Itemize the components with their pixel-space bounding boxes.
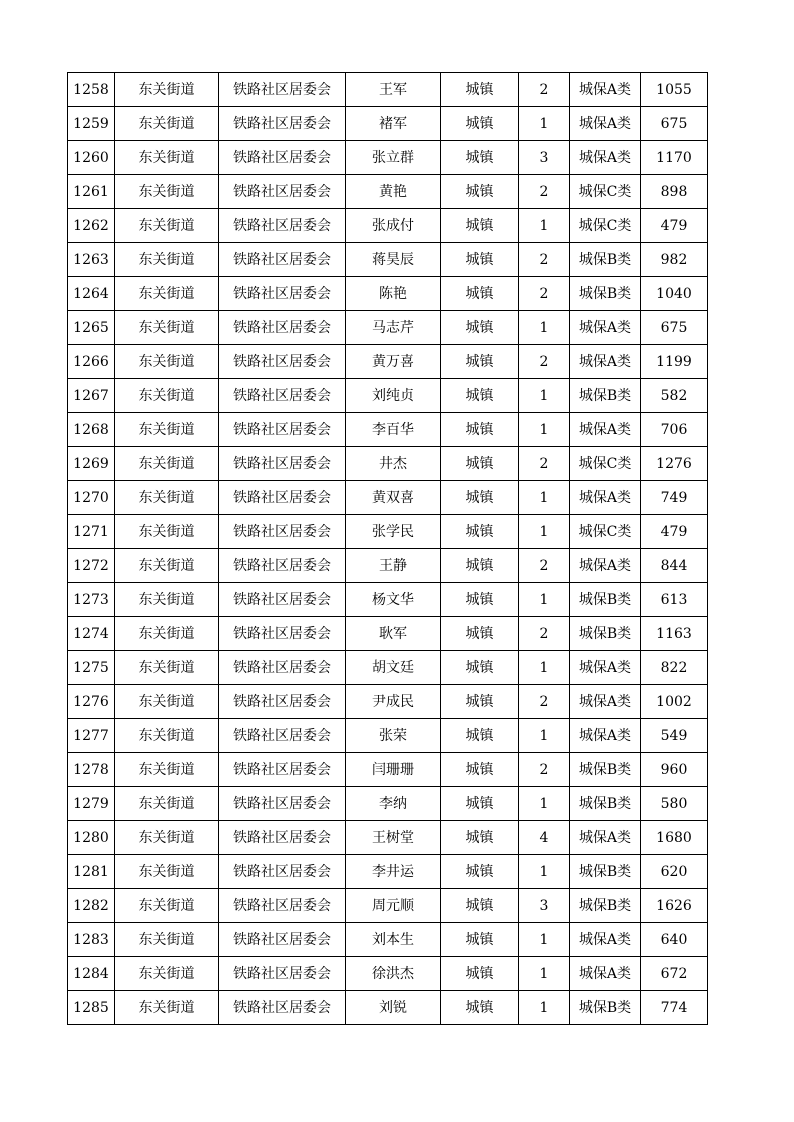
subdistrict-cell: 东关街道	[115, 685, 219, 719]
household-size-cell: 1	[519, 481, 570, 515]
area-type-cell: 城镇	[441, 617, 519, 651]
category-cell: 城保C类	[570, 175, 641, 209]
community-cell: 铁路社区居委会	[219, 991, 346, 1025]
serial-number-cell: 1273	[68, 583, 115, 617]
name-cell: 马志芹	[346, 311, 441, 345]
table-row	[68, 617, 708, 651]
community-cell: 铁路社区居委会	[219, 73, 346, 107]
category-cell: 城保B类	[570, 787, 641, 821]
community-cell: 铁路社区居委会	[219, 277, 346, 311]
area-type-cell: 城镇	[441, 481, 519, 515]
name-cell: 黄万喜	[346, 345, 441, 379]
subdistrict-cell: 东关街道	[115, 549, 219, 583]
serial-number-cell: 1265	[68, 311, 115, 345]
roster-table	[67, 72, 708, 1025]
amount-cell: 613	[641, 583, 708, 617]
community-cell: 铁路社区居委会	[219, 107, 346, 141]
household-size-cell: 2	[519, 175, 570, 209]
household-size-cell: 1	[519, 379, 570, 413]
area-type-cell: 城镇	[441, 821, 519, 855]
table-row	[68, 583, 708, 617]
category-cell: 城保C类	[570, 209, 641, 243]
area-type-cell: 城镇	[441, 787, 519, 821]
serial-number-cell: 1270	[68, 481, 115, 515]
category-cell: 城保A类	[570, 481, 641, 515]
table-row	[68, 719, 708, 753]
category-cell: 城保B类	[570, 379, 641, 413]
table-row	[68, 311, 708, 345]
household-size-cell: 2	[519, 243, 570, 277]
table-row	[68, 73, 708, 107]
serial-number-cell: 1279	[68, 787, 115, 821]
table-row	[68, 175, 708, 209]
subdistrict-cell: 东关街道	[115, 481, 219, 515]
name-cell: 井杰	[346, 447, 441, 481]
category-cell: 城保B类	[570, 583, 641, 617]
category-cell: 城保B类	[570, 243, 641, 277]
amount-cell: 1055	[641, 73, 708, 107]
subdistrict-cell: 东关街道	[115, 515, 219, 549]
name-cell: 蒋昊辰	[346, 243, 441, 277]
amount-cell: 675	[641, 107, 708, 141]
area-type-cell: 城镇	[441, 413, 519, 447]
category-cell: 城保B类	[570, 889, 641, 923]
category-cell: 城保A类	[570, 345, 641, 379]
household-size-cell: 1	[519, 991, 570, 1025]
category-cell: 城保A类	[570, 821, 641, 855]
subdistrict-cell: 东关街道	[115, 345, 219, 379]
table-row	[68, 753, 708, 787]
serial-number-cell: 1282	[68, 889, 115, 923]
amount-cell: 580	[641, 787, 708, 821]
category-cell: 城保A类	[570, 413, 641, 447]
household-size-cell: 1	[519, 515, 570, 549]
community-cell: 铁路社区居委会	[219, 957, 346, 991]
community-cell: 铁路社区居委会	[219, 923, 346, 957]
amount-cell: 960	[641, 753, 708, 787]
category-cell: 城保A类	[570, 923, 641, 957]
category-cell: 城保B类	[570, 855, 641, 889]
area-type-cell: 城镇	[441, 73, 519, 107]
subdistrict-cell: 东关街道	[115, 957, 219, 991]
amount-cell: 1170	[641, 141, 708, 175]
name-cell: 王静	[346, 549, 441, 583]
serial-number-cell: 1262	[68, 209, 115, 243]
amount-cell: 1276	[641, 447, 708, 481]
community-cell: 铁路社区居委会	[219, 345, 346, 379]
community-cell: 铁路社区居委会	[219, 753, 346, 787]
community-cell: 铁路社区居委会	[219, 651, 346, 685]
community-cell: 铁路社区居委会	[219, 175, 346, 209]
area-type-cell: 城镇	[441, 175, 519, 209]
area-type-cell: 城镇	[441, 685, 519, 719]
amount-cell: 640	[641, 923, 708, 957]
table-row	[68, 549, 708, 583]
subdistrict-cell: 东关街道	[115, 821, 219, 855]
subdistrict-cell: 东关街道	[115, 651, 219, 685]
amount-cell: 982	[641, 243, 708, 277]
household-size-cell: 2	[519, 73, 570, 107]
table-row	[68, 413, 708, 447]
area-type-cell: 城镇	[441, 583, 519, 617]
area-type-cell: 城镇	[441, 107, 519, 141]
category-cell: 城保B类	[570, 617, 641, 651]
serial-number-cell: 1274	[68, 617, 115, 651]
household-size-cell: 1	[519, 583, 570, 617]
name-cell: 黄双喜	[346, 481, 441, 515]
household-size-cell: 2	[519, 685, 570, 719]
area-type-cell: 城镇	[441, 243, 519, 277]
community-cell: 铁路社区居委会	[219, 447, 346, 481]
serial-number-cell: 1267	[68, 379, 115, 413]
community-cell: 铁路社区居委会	[219, 311, 346, 345]
household-size-cell: 1	[519, 787, 570, 821]
serial-number-cell: 1264	[68, 277, 115, 311]
area-type-cell: 城镇	[441, 651, 519, 685]
area-type-cell: 城镇	[441, 957, 519, 991]
amount-cell: 1626	[641, 889, 708, 923]
subdistrict-cell: 东关街道	[115, 141, 219, 175]
category-cell: 城保A类	[570, 651, 641, 685]
category-cell: 城保A类	[570, 549, 641, 583]
name-cell: 黄艳	[346, 175, 441, 209]
subdistrict-cell: 东关街道	[115, 855, 219, 889]
serial-number-cell: 1259	[68, 107, 115, 141]
category-cell: 城保A类	[570, 107, 641, 141]
household-size-cell: 1	[519, 413, 570, 447]
community-cell: 铁路社区居委会	[219, 719, 346, 753]
subdistrict-cell: 东关街道	[115, 447, 219, 481]
table-row	[68, 923, 708, 957]
serial-number-cell: 1268	[68, 413, 115, 447]
community-cell: 铁路社区居委会	[219, 617, 346, 651]
table-row	[68, 651, 708, 685]
community-cell: 铁路社区居委会	[219, 685, 346, 719]
household-size-cell: 1	[519, 651, 570, 685]
serial-number-cell: 1266	[68, 345, 115, 379]
category-cell: 城保A类	[570, 311, 641, 345]
community-cell: 铁路社区居委会	[219, 583, 346, 617]
subdistrict-cell: 东关街道	[115, 617, 219, 651]
amount-cell: 1163	[641, 617, 708, 651]
amount-cell: 675	[641, 311, 708, 345]
area-type-cell: 城镇	[441, 889, 519, 923]
serial-number-cell: 1271	[68, 515, 115, 549]
amount-cell: 706	[641, 413, 708, 447]
serial-number-cell: 1285	[68, 991, 115, 1025]
subdistrict-cell: 东关街道	[115, 175, 219, 209]
table-row	[68, 787, 708, 821]
household-size-cell: 1	[519, 311, 570, 345]
name-cell: 刘锐	[346, 991, 441, 1025]
amount-cell: 620	[641, 855, 708, 889]
name-cell: 周元顺	[346, 889, 441, 923]
amount-cell: 1040	[641, 277, 708, 311]
area-type-cell: 城镇	[441, 515, 519, 549]
table-row	[68, 515, 708, 549]
name-cell: 刘本生	[346, 923, 441, 957]
table-row	[68, 243, 708, 277]
household-size-cell: 1	[519, 855, 570, 889]
serial-number-cell: 1278	[68, 753, 115, 787]
table-row	[68, 855, 708, 889]
serial-number-cell: 1263	[68, 243, 115, 277]
amount-cell: 774	[641, 991, 708, 1025]
name-cell: 张荣	[346, 719, 441, 753]
amount-cell: 1199	[641, 345, 708, 379]
community-cell: 铁路社区居委会	[219, 855, 346, 889]
category-cell: 城保C类	[570, 447, 641, 481]
household-size-cell: 1	[519, 957, 570, 991]
category-cell: 城保B类	[570, 753, 641, 787]
table-row	[68, 107, 708, 141]
household-size-cell: 1	[519, 209, 570, 243]
category-cell: 城保A类	[570, 685, 641, 719]
name-cell: 李纳	[346, 787, 441, 821]
subdistrict-cell: 东关街道	[115, 277, 219, 311]
name-cell: 张立群	[346, 141, 441, 175]
amount-cell: 582	[641, 379, 708, 413]
name-cell: 徐洪杰	[346, 957, 441, 991]
serial-number-cell: 1280	[68, 821, 115, 855]
name-cell: 张成付	[346, 209, 441, 243]
subdistrict-cell: 东关街道	[115, 379, 219, 413]
serial-number-cell: 1277	[68, 719, 115, 753]
community-cell: 铁路社区居委会	[219, 413, 346, 447]
subdistrict-cell: 东关街道	[115, 991, 219, 1025]
community-cell: 铁路社区居委会	[219, 549, 346, 583]
name-cell: 闫珊珊	[346, 753, 441, 787]
table-row	[68, 209, 708, 243]
category-cell: 城保C类	[570, 515, 641, 549]
serial-number-cell: 1275	[68, 651, 115, 685]
area-type-cell: 城镇	[441, 209, 519, 243]
area-type-cell: 城镇	[441, 923, 519, 957]
household-size-cell: 1	[519, 923, 570, 957]
table-row	[68, 277, 708, 311]
name-cell: 杨文华	[346, 583, 441, 617]
name-cell: 李百华	[346, 413, 441, 447]
subdistrict-cell: 东关街道	[115, 413, 219, 447]
area-type-cell: 城镇	[441, 753, 519, 787]
table-row	[68, 821, 708, 855]
table-row	[68, 481, 708, 515]
subdistrict-cell: 东关街道	[115, 753, 219, 787]
subdistrict-cell: 东关街道	[115, 107, 219, 141]
household-size-cell: 1	[519, 107, 570, 141]
household-size-cell: 3	[519, 889, 570, 923]
area-type-cell: 城镇	[441, 277, 519, 311]
amount-cell: 898	[641, 175, 708, 209]
table-row	[68, 991, 708, 1025]
subdistrict-cell: 东关街道	[115, 583, 219, 617]
community-cell: 铁路社区居委会	[219, 379, 346, 413]
household-size-cell: 2	[519, 549, 570, 583]
serial-number-cell: 1281	[68, 855, 115, 889]
table-row	[68, 957, 708, 991]
category-cell: 城保A类	[570, 73, 641, 107]
serial-number-cell: 1260	[68, 141, 115, 175]
subdistrict-cell: 东关街道	[115, 787, 219, 821]
amount-cell: 479	[641, 209, 708, 243]
amount-cell: 672	[641, 957, 708, 991]
category-cell: 城保B类	[570, 277, 641, 311]
table-row	[68, 345, 708, 379]
serial-number-cell: 1258	[68, 73, 115, 107]
table-row	[68, 379, 708, 413]
category-cell: 城保A类	[570, 719, 641, 753]
name-cell: 李井运	[346, 855, 441, 889]
household-size-cell: 2	[519, 345, 570, 379]
subdistrict-cell: 东关街道	[115, 719, 219, 753]
serial-number-cell: 1276	[68, 685, 115, 719]
subdistrict-cell: 东关街道	[115, 923, 219, 957]
subdistrict-cell: 东关街道	[115, 243, 219, 277]
household-size-cell: 2	[519, 447, 570, 481]
area-type-cell: 城镇	[441, 549, 519, 583]
household-size-cell: 4	[519, 821, 570, 855]
serial-number-cell: 1284	[68, 957, 115, 991]
category-cell: 城保B类	[570, 991, 641, 1025]
amount-cell: 479	[641, 515, 708, 549]
amount-cell: 844	[641, 549, 708, 583]
subdistrict-cell: 东关街道	[115, 311, 219, 345]
area-type-cell: 城镇	[441, 379, 519, 413]
name-cell: 陈艳	[346, 277, 441, 311]
category-cell: 城保A类	[570, 957, 641, 991]
community-cell: 铁路社区居委会	[219, 243, 346, 277]
community-cell: 铁路社区居委会	[219, 481, 346, 515]
subdistrict-cell: 东关街道	[115, 209, 219, 243]
table-row	[68, 447, 708, 481]
amount-cell: 822	[641, 651, 708, 685]
roster-body	[68, 73, 708, 1025]
table-row	[68, 889, 708, 923]
table-row	[68, 141, 708, 175]
serial-number-cell: 1261	[68, 175, 115, 209]
area-type-cell: 城镇	[441, 311, 519, 345]
community-cell: 铁路社区居委会	[219, 787, 346, 821]
amount-cell: 749	[641, 481, 708, 515]
name-cell: 尹成民	[346, 685, 441, 719]
name-cell: 刘纯贞	[346, 379, 441, 413]
area-type-cell: 城镇	[441, 447, 519, 481]
name-cell: 王军	[346, 73, 441, 107]
name-cell: 张学民	[346, 515, 441, 549]
household-size-cell: 2	[519, 277, 570, 311]
community-cell: 铁路社区居委会	[219, 515, 346, 549]
area-type-cell: 城镇	[441, 991, 519, 1025]
area-type-cell: 城镇	[441, 141, 519, 175]
category-cell: 城保A类	[570, 141, 641, 175]
area-type-cell: 城镇	[441, 719, 519, 753]
subdistrict-cell: 东关街道	[115, 889, 219, 923]
name-cell: 胡文廷	[346, 651, 441, 685]
table-row	[68, 685, 708, 719]
serial-number-cell: 1283	[68, 923, 115, 957]
amount-cell: 549	[641, 719, 708, 753]
amount-cell: 1680	[641, 821, 708, 855]
subdistrict-cell: 东关街道	[115, 73, 219, 107]
household-size-cell: 2	[519, 617, 570, 651]
community-cell: 铁路社区居委会	[219, 889, 346, 923]
serial-number-cell: 1272	[68, 549, 115, 583]
name-cell: 王树堂	[346, 821, 441, 855]
area-type-cell: 城镇	[441, 855, 519, 889]
household-size-cell: 2	[519, 753, 570, 787]
community-cell: 铁路社区居委会	[219, 821, 346, 855]
community-cell: 铁路社区居委会	[219, 209, 346, 243]
household-size-cell: 3	[519, 141, 570, 175]
area-type-cell: 城镇	[441, 345, 519, 379]
name-cell: 耿军	[346, 617, 441, 651]
household-size-cell: 1	[519, 719, 570, 753]
amount-cell: 1002	[641, 685, 708, 719]
community-cell: 铁路社区居委会	[219, 141, 346, 175]
name-cell: 褚军	[346, 107, 441, 141]
serial-number-cell: 1269	[68, 447, 115, 481]
